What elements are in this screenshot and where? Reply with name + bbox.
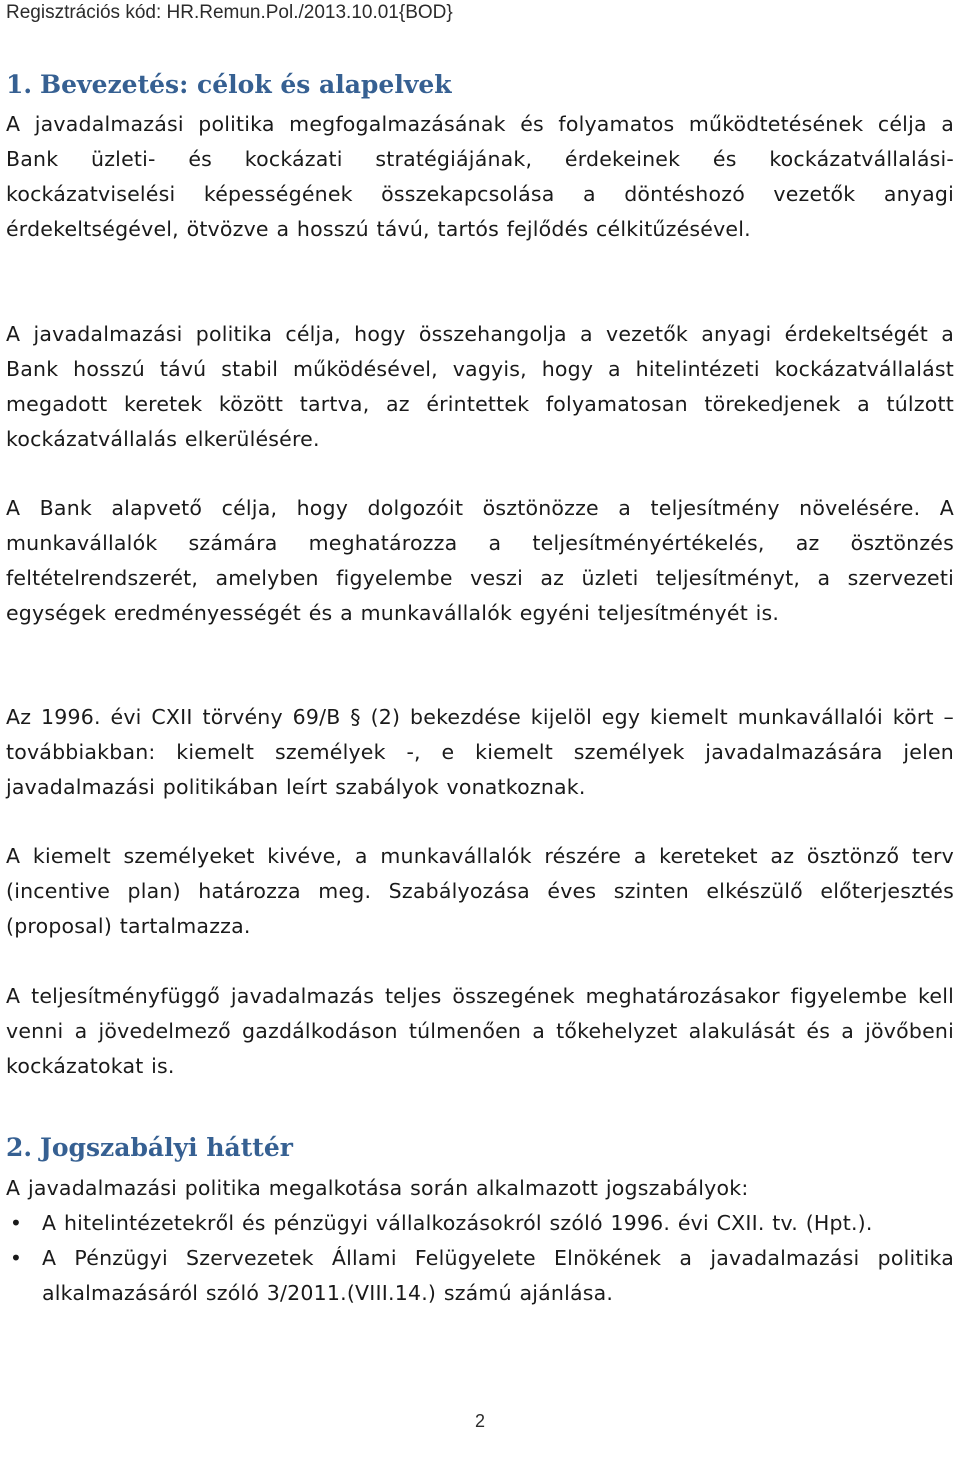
list-item-text: A hitelintézetekről és pénzügyi vállalkozásokról szóló 1996. évi CXII. tv. (Hpt.).	[42, 1211, 873, 1235]
bullet-icon: •	[9, 1211, 23, 1235]
section-heading-intro	[6, 70, 452, 99]
paragraph-incentive-plan: A kiemelt személyeket kivéve, a munkavállalók részére a kereteket az ösztönző terv (incentive plan) határozza meg. Szabályozása éves szinten elkészülő előterjesztés (proposal) tartalmazza.	[6, 844, 954, 938]
section-number: 1.	[6, 70, 33, 99]
law-list	[6, 1206, 954, 1311]
paragraph-law-reference: Az 1996. évi CXII törvény 69/B § (2) bekezdése kijelöl egy kiemelt munkavállalói kört – továbbiakban: kiemelt személyek -, e kiemelt személyek javadalmazására jelen javadalmazási politikában leírt szabályok vonatkoznak.	[6, 705, 954, 799]
paragraph-incentive: A Bank alapvető célja, hogy dolgozóit ösztönözze a teljesítmény növelésére. A munkavállalók számára meghatározza a teljesítményértékelés, az ösztönzés feltételrendszerét, amelyben figyelembe veszi az üzleti teljesítményt, a szervezeti egységek eredményességét és a munkavállalók egyéni teljesítményét is.	[6, 496, 954, 625]
section-heading-legal	[6, 1133, 293, 1162]
bullet-icon: •	[9, 1246, 23, 1270]
list-item	[6, 1206, 954, 1241]
paragraph-goal: A javadalmazási politika célja, hogy összehangolja a vezetők anyagi érdekeltségét a Bank hosszú távú stabil működésével, vagyis, hogy a hitelintézeti kockázatvállalást megadott keretek között tartva, az érintettek folyamatosan törekedjenek a túlzott kockázatvállalás elkerülésére.	[6, 322, 954, 451]
paragraph-legal-intro: A javadalmazási politika megalkotása során alkalmazott jogszabályok:	[6, 1176, 749, 1200]
section-title: Bevezetés: célok és alapelvek	[40, 70, 452, 99]
paragraph-purpose: A javadalmazási politika megfogalmazásának és folyamatos működtetésének célja a Bank üzleti- és kockázati stratégiájának, érdekeinek és kockázatvállalási- kockázatviselési képességének összekapcsolása a döntéshozó vezetők anyagi érdekeltségével, ötvözve a hosszú távú, tartós fejlődés célkitűzésével.	[6, 112, 954, 241]
list-item	[6, 1241, 954, 1311]
registration-code: Regisztrációs kód: HR.Remun.Pol./2013.10.01{BOD}	[6, 2, 453, 23]
list-item-text: A Pénzügyi Szervezetek Állami Felügyelete Elnökének a javadalmazási politika alkalmazásáról szóló 3/2011.(VIII.14.) számú ajánlása.	[42, 1246, 954, 1305]
paragraph-performance-pay: A teljesítményfüggő javadalmazás teljes összegének meghatározásakor figyelembe kell venni a jövedelmező gazdálkodáson túlmenően a tőkehelyzet alakulását és a jövőbeni kockázatokat is.	[6, 984, 954, 1078]
section-number: 2.	[6, 1133, 33, 1162]
page-number: 2	[474, 1411, 485, 1431]
section-title: Jogszabályi háttér	[40, 1133, 293, 1162]
